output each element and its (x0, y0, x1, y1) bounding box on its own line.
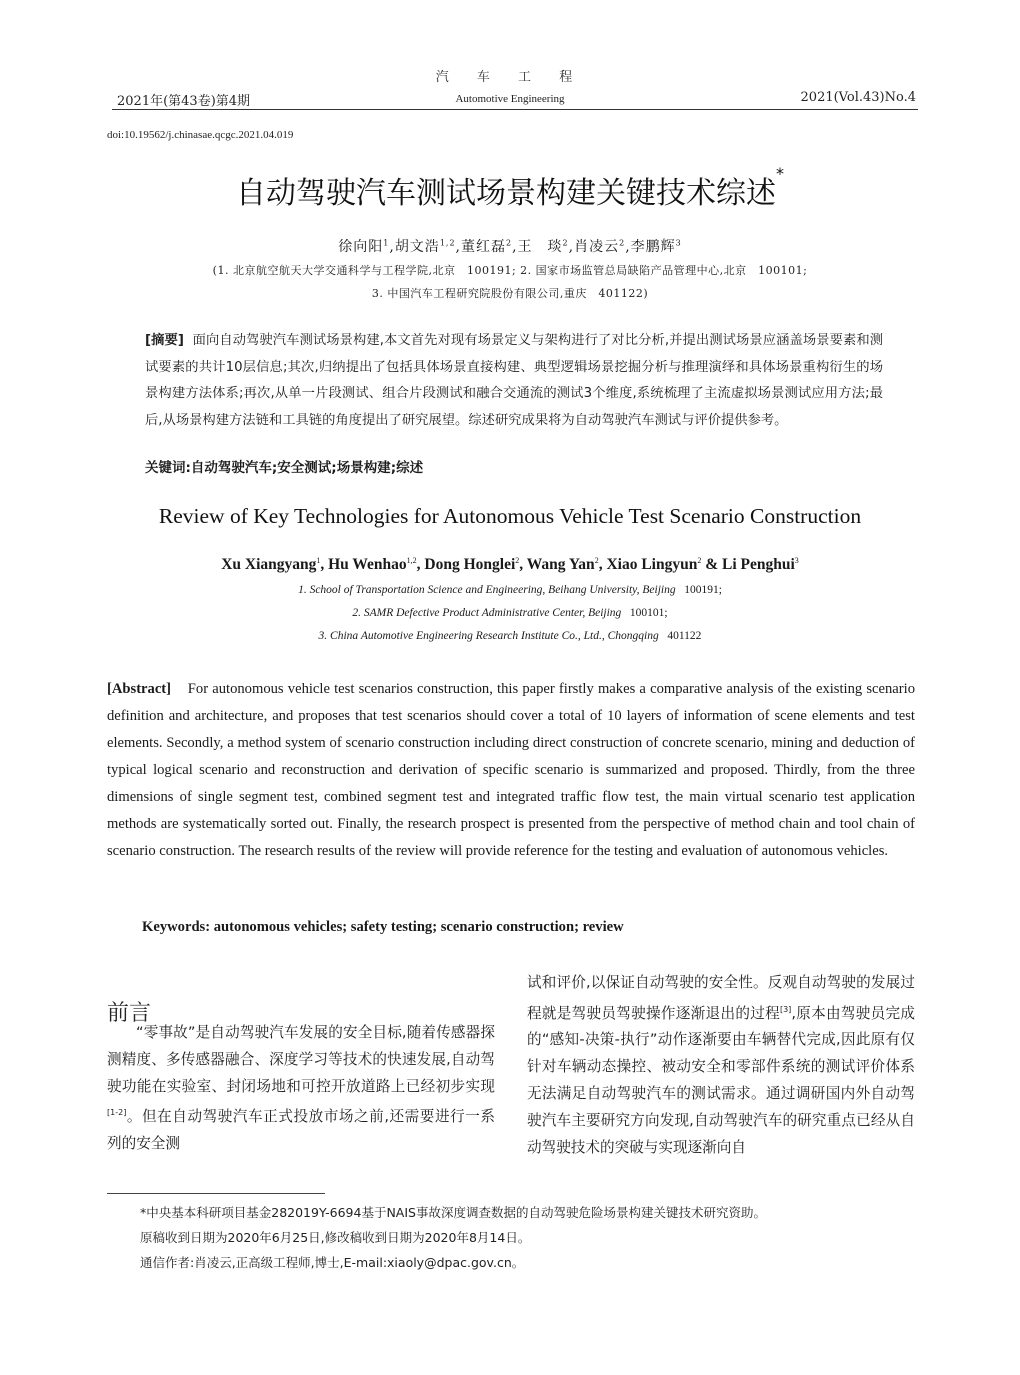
body-text: ,原本由驾驶员完成的“感知-决策-执行”动作逐渐要由车辆替代完成,因此原有仅针对车辆动态操控、被动安全和零部件系统的测试评价体系无法满足自动驾驶汽车的测试需求。通过调研国内外自动驾驶汽车主要研究方向发现,自动驾驶汽车的研究重点已经从自动驾驶技术的突破与实现逐渐向自 (527, 1004, 915, 1156)
author-cn: 王 琰 (517, 239, 563, 255)
body-column-right (527, 970, 915, 1161)
abstract-en-label: [Abstract] (107, 681, 172, 697)
section-title: 前言 (107, 1001, 152, 1026)
footnote-funding: *中央基本科研项目基金282019Y-6694基于NAIS事故深度调查数据的自动驾驶危险场景构建关键技术研究资助。 (140, 1205, 766, 1220)
abstract-cn (145, 328, 883, 434)
authors-cn: 徐向阳$^1$,胡文浩$^{1,2}$,董红磊$^2$,王 琰$^2$,肖凌云$^2$,李鹏辉$^3$ (338, 238, 682, 255)
issue-info-en: 2021(Vol.43)No.4 (800, 90, 916, 105)
affiliation-en-line (0, 630, 1020, 642)
keywords-cn: 关键词:自动驾驶汽车;安全测试;场景构建;综述 (145, 460, 424, 476)
title-footnote-mark: * (776, 164, 784, 183)
author-affil: 2 (515, 556, 520, 565)
author-en: Wang Yan (526, 556, 595, 574)
affiliation-cn-line: 3. 中国汽车工程研究院股份有限公司,重庆 401122) (371, 287, 649, 300)
body-text: 试和评价,以保证自动驾驶的安全性。反观自动驾驶的发展过程就是驾驶员驾驶操作逐渐退出的过程 (527, 974, 915, 1022)
author-affil: 2 (697, 556, 702, 565)
abstract-cn-label: [摘要] (145, 333, 184, 348)
citation[interactable]: [1-2] (107, 1108, 127, 1118)
author-affil: 3 (675, 238, 682, 248)
author-affil: 2 (619, 238, 626, 248)
footnote-rule (107, 1193, 325, 1194)
author-cn: 李鹏辉 (630, 239, 676, 255)
author-affil: 1 (316, 556, 321, 565)
author-affil: 1 (383, 238, 390, 248)
citation[interactable]: [3] (779, 1004, 792, 1014)
keywords-en: Keywords: autonomous vehicles; safety testing; scenario construction; review (142, 919, 624, 935)
affiliation-en-text: 2. SAMR Defective Product Administrative Center, Beijing (352, 607, 622, 619)
affiliation-en-line (0, 607, 1020, 619)
title-cn (0, 164, 1020, 212)
author-affil: 3 (794, 556, 799, 565)
journal-name-cn: 汽 车 工 程 (435, 70, 585, 85)
author-affil: 1,2 (406, 556, 417, 565)
affiliation-en-text: 1. School of Transportation Science and Engineering, Beihang University, Beijing (298, 584, 676, 596)
author-cn: 肖凌云 (574, 239, 620, 255)
header-rule (112, 109, 918, 110)
footnote-dates: 原稿收到日期为2020年6月25日,修改稿收到日期为2020年8月14日。 (140, 1230, 531, 1245)
issue-info-cn: 2021年(第43卷)第4期 (117, 94, 251, 109)
author-cn: 徐向阳 (338, 239, 384, 255)
author-en: Li Penghui (722, 556, 795, 574)
postal-code: 401122 (667, 630, 702, 642)
abstract-en (107, 676, 915, 865)
title-cn-text: 自动驾驶汽车测试场景构建关键技术综述 (236, 176, 776, 211)
abstract-en-text: For autonomous vehicle test scenarios construction, this paper firstly makes a comparative analysis of the existing scenario definition and architecture, and proposes that test scenarios should cover a total of 10 layers of information of scene elements and test elements. Secondly, a method system of scenario construction including direct construction of concrete scenario, mining and deduction of typical logical scenario and reconstruction and derivation of specific scenario is summarized and proposed. Thirdly, from the three dimensions of single segment test, combined segment test and integrated traffic flow test, the main virtual scenario test application methods are systematically sorted out. Finally, the research prospect is presented from the perspective of method chain and tool chain of scenario construction. The research results of the review will provide reference for the testing and evaluation of autonomous vehicles. (107, 681, 915, 859)
abstract-cn-text: 面向自动驾驶汽车测试场景构建,本文首先对现有场景定义与架构进行了对比分析,并提出测试场景应涵盖场景要素和测试要素的共计10层信息;其次,归纳提出了包括具体场景直接构建、典型逻辑场景挖掘分析与推理演绎和具体场景重构衍生的场景构建方法体系;再次,从单一片段测试、组合片段测试和融合交通流的测试3个维度,系统梳理了主流虚拟场景测试应用方法;最后,从场景构建方法链和工具链的角度提出了研究展望。综述研究成果将为自动驾驶汽车测试与评价提供参考。 (145, 333, 883, 428)
footnote-correspondence: 通信作者:肖凌云,正高级工程师,博士,E-mail:xiaoly@dpac.gov.cn。 (140, 1255, 525, 1270)
author-cn: 胡文浩 (394, 239, 440, 255)
postal-code: 100101; (629, 607, 668, 619)
postal-code: 100191; (684, 584, 722, 596)
author-affil: 2 (594, 556, 599, 565)
body-text: “零事故”是自动驾驶汽车发展的安全目标,随着传感器探测精度、多传感器融合、深度学习等技术的快速发展,自动驾驶功能在实验室、封闭场地和可控开放道路上已经初步实现 (107, 1024, 495, 1095)
author-affil: 2 (506, 238, 513, 248)
body-column-left (107, 1020, 495, 1158)
title-en: Review of Key Technologies for Autonomous Vehicle Test Scenario Construction (158, 504, 862, 528)
author-en: Xu Xiangyang (221, 556, 317, 574)
author-cn: 董红磊 (461, 239, 506, 255)
affiliation-en-line (0, 584, 1020, 596)
author-en: Xiao Lingyun (606, 556, 698, 574)
author-affil: 2 (562, 238, 569, 248)
body-text: 。但在自动驾驶汽车正式投放市场之前,还需要进行一系列的安全测 (107, 1108, 495, 1153)
author-en: Dong Honglei (424, 556, 516, 574)
author-affil: 1,2 (439, 238, 456, 248)
authors-en: Xu Xiangyang$^1$, Hu Wenhao$^{1,2}$, Dong Honglei$^2$, Wang Yan$^2$, Xiao Lingyun$^2$ & Li Penghui$^3$ (221, 556, 799, 574)
affiliation-en-text: 3. China Automotive Engineering Research Institute Co., Ltd., Chongqing (318, 630, 659, 642)
doi: doi:10.19562/j.chinasae.qcgc.2021.04.019 (107, 129, 294, 141)
author-en: Hu Wenhao (328, 556, 407, 574)
affiliation-cn-line: (1. 北京航空航天大学交通科学与工程学院,北京 100191; 2. 国家市场监管总局缺陷产品管理中心,北京 100101; (212, 264, 808, 277)
journal-name-en: Automotive Engineering (455, 93, 565, 105)
